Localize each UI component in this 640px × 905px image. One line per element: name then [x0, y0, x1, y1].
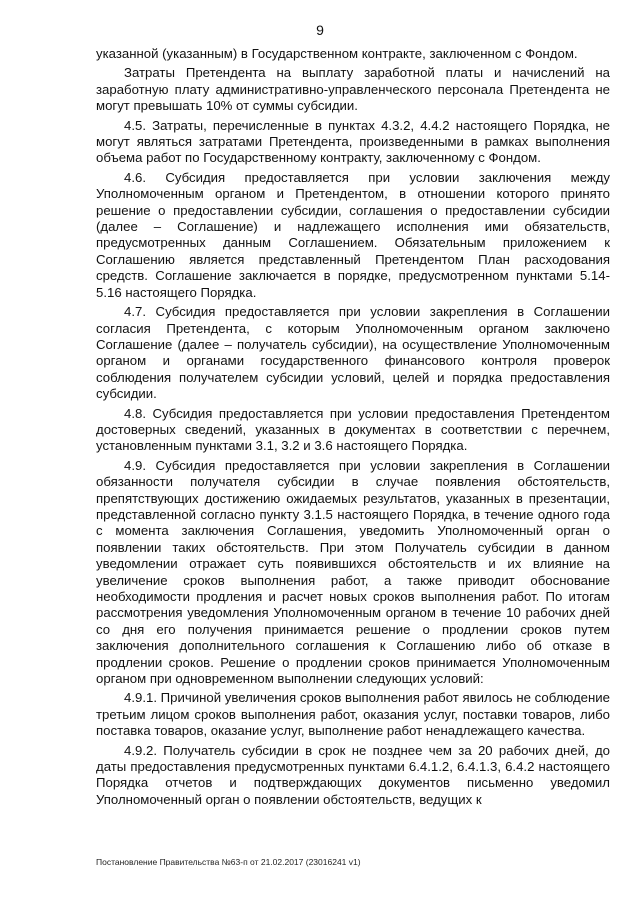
document-footer: Постановление Правительства №63-п от 21.02.2017 (23016241 v1): [96, 857, 361, 867]
document-body: [96, 46, 610, 811]
paragraph-4-5: 4.5. Затраты, перечисленные в пунктах 4.3.2, 4.4.2 настоящего Порядка, не могут являться затратами Претендента, произведенными в рамках выполнения объема работ по Государственному контракту, заключенному с Фондом.: [96, 117, 610, 166]
paragraph-4-7: 4.7. Субсидия предоставляется при условии закрепления в Соглашении согласия Претендента, с которым Уполномоченным органом заключено Соглашение (далее – получатель субсидии), на осуществление Уполномоченным органом и органами государственного финансового контроля проверок соблюдения получателем субсидии условий, целей и порядка предоставления субсидии.: [96, 304, 610, 402]
paragraph-4-8: 4.8. Субсидия предоставляется при условии предоставления Претендентом достоверных сведений, указанных в документах в соответствии с перечнем, установленным пунктами 3.1, 3.2 и 3.6 настоящего Порядка.: [96, 405, 610, 454]
paragraph-4-9-1: 4.9.1. Причиной увеличения сроков выполнения работ явилось не соблюдение третьим лицом сроков выполнения работ, оказания услуг, поставки товаров, либо поставка товаров, оказание услуг, выполнение работ ненадлежащего качества.: [96, 690, 610, 739]
paragraph-continuation: указанной (указанным) в Государственном контракте, заключенном с Фондом.: [96, 46, 578, 61]
paragraph-4-9: 4.9. Субсидия предоставляется при условии закрепления в Соглашении обязанности получателя субсидии в случае появления обстоятельств, препятствующих достижению ожидаемых результатов, указанных в презентации, представленной согласно пункту 3.1.5 настоящего Порядка, в течение одного года с момента заключения Соглашения, уведомить Уполномоченный орган о появлении таких обстоятельств. При этом Получатель субсидии в данном уведомлении отражает суть появившихся обстоятельств и их влияние на увеличение сроков выполнения работ, а также приводит обоснование необходимости продления и расчет новых сроков выполнения работ. По итогам рассмотрения уведомления Уполномоченным органом в течение 10 рабочих дней со дня его получения принимается решение о продлении сроков путем заключения дополнительного соглашения к Соглашению либо об отказе в продлении сроков. Решение о продлении сроков принимается Уполномоченным органом при одновременном выполнении следующих условий:: [96, 457, 610, 687]
paragraph-4-9-2: 4.9.2. Получатель субсидии в срок не позднее чем за 20 рабочих дней, до даты предоставления предусмотренных пунктами 6.4.1.2, 6.4.1.3, 6.4.2 настоящего Порядка отчетов и подтверждающих документов письменно уведомил Уполномоченный орган о появлении обстоятельств, ведущих к: [96, 742, 610, 807]
paragraph-4-6: 4.6. Субсидия предоставляется при условии заключения между Уполномоченным органом и Претендентом, в отношении которого принято решение о предоставлении субсидии, соглашения о предоставлении субсидии (далее – Соглашение) и надлежащего исполнения ими обязательств, предусмотренных данным Соглашением. Обязательным приложением к Соглашению является представленный Претендентом План расходования средств. Соглашение заключается в порядке, предусмотренном пунктами 5.14-5.16 настоящего Порядка.: [96, 169, 610, 300]
paragraph-admin-costs: Затраты Претендента на выплату заработной платы и начислений на заработную плату административно-управленческого персонала Претендента не могут превышать 10% от суммы субсидии.: [96, 65, 610, 114]
page-number: 9: [316, 22, 324, 38]
